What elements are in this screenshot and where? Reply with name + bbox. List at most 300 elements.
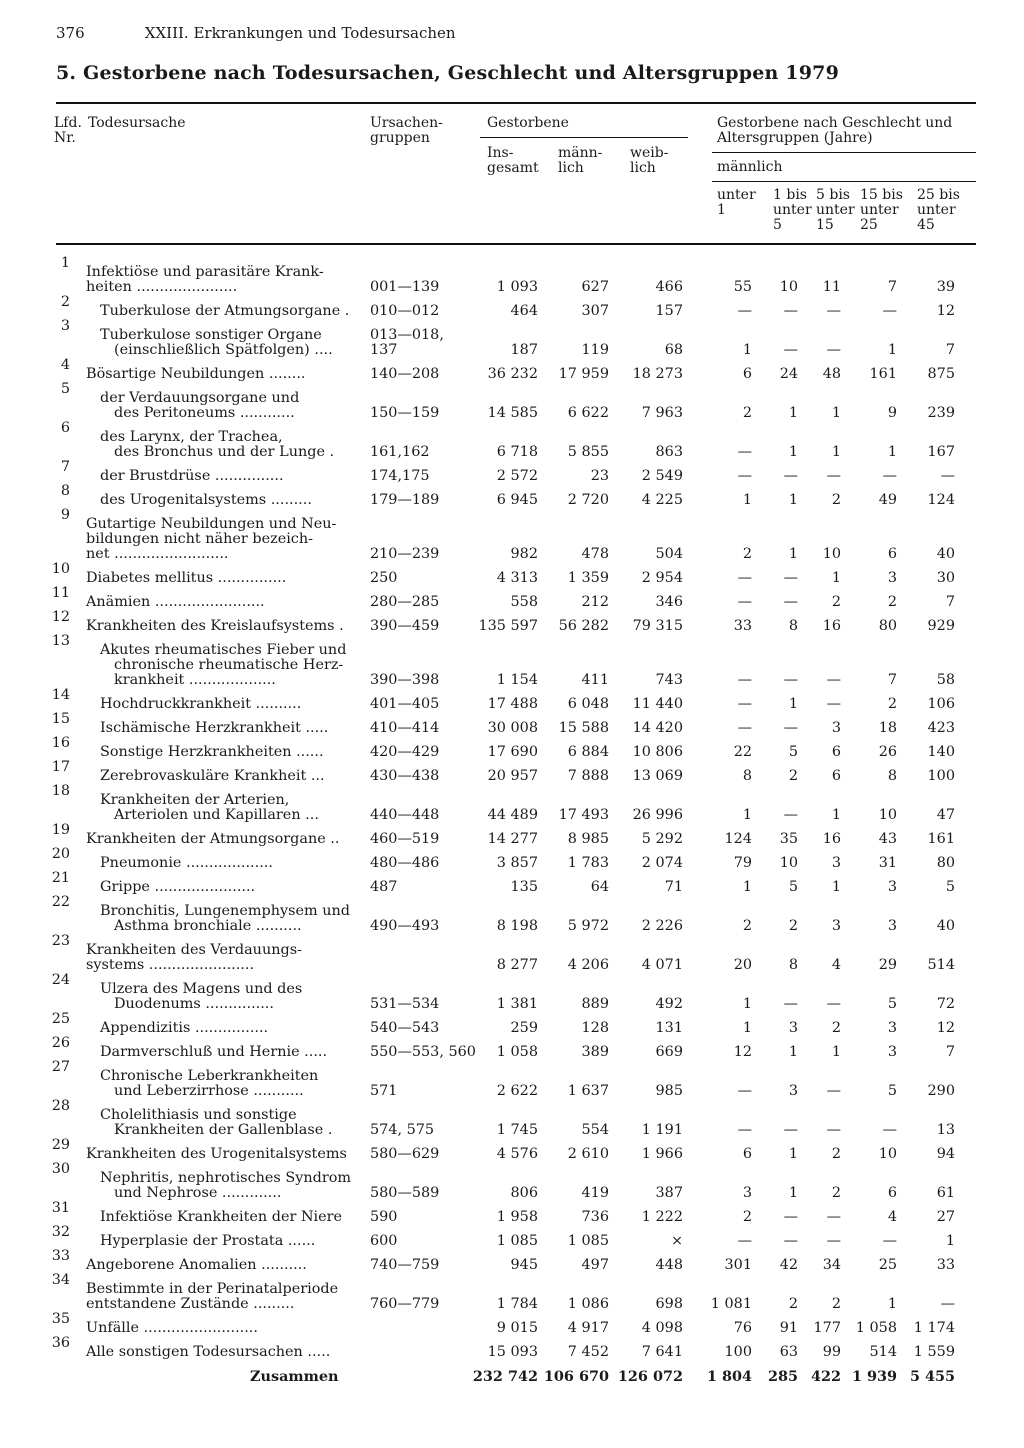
cause-group-code xyxy=(370,673,439,688)
value-cell: — xyxy=(737,303,752,319)
table-body xyxy=(0,256,1024,1384)
value-cell: — xyxy=(737,1083,752,1099)
value-cell: 124 xyxy=(927,492,955,508)
cause-line: der Brustdrüse ............... xyxy=(100,468,284,484)
value-cell: 68 xyxy=(664,342,683,358)
value-cell: 13 xyxy=(936,1122,955,1138)
row-number: 18 xyxy=(51,783,70,799)
value-cell: 889 xyxy=(581,996,609,1012)
value-cell: 15 588 xyxy=(558,720,609,736)
table-row xyxy=(0,508,1024,562)
cause-name xyxy=(86,517,336,562)
cause-line: Krankheiten der Arterien, xyxy=(100,792,290,808)
row-number: 10 xyxy=(51,561,70,577)
cause-group-code xyxy=(370,445,430,460)
table-row xyxy=(0,823,1024,847)
value-cell: 1 058 xyxy=(855,1320,897,1336)
cause-line: Zerebrovaskuläre Krankheit ... xyxy=(100,768,325,784)
value-cell: 4 576 xyxy=(496,1146,538,1162)
value-cell: 72 xyxy=(936,996,955,1012)
table-row xyxy=(0,1099,1024,1138)
value-cell: 1 559 xyxy=(913,1344,955,1360)
cause-line: der Verdauungsorgane und xyxy=(100,390,300,406)
cause-line: des Urogenitalsystems ......... xyxy=(100,492,312,508)
value-cell: 5 455 xyxy=(909,1368,955,1385)
cause-group-code xyxy=(370,1234,397,1249)
value-cell: 14 585 xyxy=(487,405,538,421)
row-number: 14 xyxy=(51,687,70,703)
value-cell: 13 069 xyxy=(632,768,683,784)
value-cell: 167 xyxy=(927,444,955,460)
group-code-line: 390—459 xyxy=(370,618,440,634)
cause-line: net ......................... xyxy=(86,546,229,562)
cause-name xyxy=(100,721,328,736)
value-cell: 2 xyxy=(887,594,897,610)
cause-line: Infektiöse und parasitäre Krank- xyxy=(86,264,324,280)
cause-line: Krankheiten des Verdauungs- xyxy=(86,942,302,958)
value-cell: 20 xyxy=(733,957,752,973)
total-row xyxy=(0,1360,1024,1384)
value-cell: — xyxy=(783,1122,798,1138)
cause-group-code xyxy=(370,280,439,295)
value-cell: 558 xyxy=(510,594,538,610)
value-cell: 2 572 xyxy=(496,468,538,484)
group-code-line: 460—519 xyxy=(370,831,440,847)
value-cell: 423 xyxy=(927,720,955,736)
cause-group-code xyxy=(370,1258,439,1273)
value-cell: 1 xyxy=(788,492,798,508)
value-cell: 10 xyxy=(779,855,798,871)
row-number: 28 xyxy=(51,1098,70,1114)
value-cell: 1 191 xyxy=(641,1122,683,1138)
value-cell: 91 xyxy=(779,1320,798,1336)
male-group-rule xyxy=(712,181,976,182)
row-number: 29 xyxy=(51,1137,70,1153)
cause-name xyxy=(100,1045,327,1060)
value-cell: 8 277 xyxy=(496,957,538,973)
row-number: 31 xyxy=(51,1200,70,1216)
value-cell: 17 959 xyxy=(558,366,609,382)
table-row xyxy=(0,562,1024,586)
value-cell: 1 xyxy=(831,444,841,460)
value-cell: 698 xyxy=(655,1296,683,1312)
cause-name xyxy=(86,1345,330,1360)
cause-name xyxy=(100,1021,268,1036)
cause-line: Hochdruckkrankheit .......... xyxy=(100,696,302,712)
value-cell: 17 493 xyxy=(558,807,609,823)
header-lfd-nr: Lfd. Nr. xyxy=(54,115,82,146)
cause-group-code xyxy=(370,571,397,586)
value-cell: 1 085 xyxy=(567,1233,609,1249)
table-row xyxy=(0,934,1024,973)
value-cell: 301 xyxy=(724,1257,752,1273)
value-cell: 1 xyxy=(831,570,841,586)
row-number: 12 xyxy=(51,609,70,625)
cause-line: heiten ...................... xyxy=(86,279,238,295)
cause-line: Alle sonstigen Todesursachen ..... xyxy=(86,1344,331,1360)
value-cell: 504 xyxy=(655,546,683,562)
value-cell: 100 xyxy=(927,768,955,784)
value-cell: 1 745 xyxy=(496,1122,538,1138)
value-cell: 31 xyxy=(878,855,897,871)
cause-line: Darmverschluß und Hernie ..... xyxy=(100,1044,328,1060)
page-number: 376 xyxy=(56,24,85,42)
value-cell: 806 xyxy=(510,1185,538,1201)
value-cell: 4 225 xyxy=(641,492,683,508)
group-code-line: 174,175 xyxy=(370,468,430,484)
cause-line: bildungen nicht näher bezeich- xyxy=(86,531,313,547)
value-cell: 3 xyxy=(887,918,897,934)
value-cell: — xyxy=(940,468,955,484)
value-cell: — xyxy=(826,672,841,688)
value-cell: 2 xyxy=(788,768,798,784)
cause-name xyxy=(100,982,302,1012)
header-age-25-45: 25 bis unter 45 xyxy=(917,187,960,233)
value-cell: 2 xyxy=(742,1209,752,1225)
group-code-line: 430—438 xyxy=(370,768,440,784)
value-cell: 56 282 xyxy=(558,618,609,634)
value-cell: — xyxy=(783,342,798,358)
value-cell: — xyxy=(783,1209,798,1225)
cause-line: Pneumonie ................... xyxy=(100,855,273,871)
row-number: 5 xyxy=(60,381,70,397)
cause-name xyxy=(100,328,333,358)
table-row xyxy=(0,973,1024,1012)
table-row xyxy=(0,460,1024,484)
value-cell: 1 359 xyxy=(567,570,609,586)
table-row xyxy=(0,736,1024,760)
cause-line: und Nephrose ............. xyxy=(114,1185,282,1201)
value-cell: 94 xyxy=(936,1146,955,1162)
value-cell: 3 xyxy=(788,1020,798,1036)
value-cell: 419 xyxy=(581,1185,609,1201)
value-cell: — xyxy=(826,342,841,358)
header-total: Ins- gesamt xyxy=(487,145,539,176)
group-code-line: 210—239 xyxy=(370,546,440,562)
group-code-line: 013—018, xyxy=(370,327,444,343)
value-cell: 554 xyxy=(581,1122,609,1138)
table-row xyxy=(0,256,1024,295)
row-number: 3 xyxy=(60,318,70,334)
table-row xyxy=(0,1312,1024,1336)
value-cell: — xyxy=(783,1233,798,1249)
row-number: 2 xyxy=(60,294,70,310)
value-cell: 47 xyxy=(936,807,955,823)
row-number: 4 xyxy=(60,357,70,373)
value-cell: 736 xyxy=(581,1209,609,1225)
cause-name xyxy=(100,391,299,421)
value-cell: 2 074 xyxy=(641,855,683,871)
cause-line: Krankheiten des Urogenitalsystems xyxy=(86,1146,347,1162)
header-age-1-5: 1 bis unter 5 xyxy=(773,187,812,233)
value-cell: 2 xyxy=(831,1296,841,1312)
cause-group-code xyxy=(370,919,439,934)
table-row xyxy=(0,634,1024,688)
group-code-line: 179—189 xyxy=(370,492,440,508)
row-number: 17 xyxy=(51,759,70,775)
value-cell: 6 xyxy=(742,366,752,382)
cause-group-code xyxy=(370,1186,439,1201)
table-row xyxy=(0,1225,1024,1249)
header-male-group: männlich xyxy=(717,159,783,175)
value-cell: 1 xyxy=(742,1020,752,1036)
table-title: 5. Gestorbene nach Todesursachen, Geschlecht und Altersgruppen 1979 xyxy=(56,62,839,84)
cause-line: Ischämische Herzkrankheit ..... xyxy=(100,720,329,736)
row-number: 7 xyxy=(60,459,70,475)
header-age-5-15: 5 bis unter 15 xyxy=(816,187,855,233)
value-cell: 17 488 xyxy=(487,696,538,712)
row-number: 16 xyxy=(51,735,70,751)
value-cell: 466 xyxy=(655,279,683,295)
group-code-line: 140—208 xyxy=(370,366,440,382)
value-cell: — xyxy=(737,468,752,484)
group-code-line: 550—553, 560 xyxy=(370,1044,476,1060)
cause-line: Unfälle ......................... xyxy=(86,1320,258,1336)
value-cell: × xyxy=(670,1233,683,1249)
value-cell: 36 232 xyxy=(487,366,538,382)
value-cell: 7 xyxy=(945,594,955,610)
value-cell: — xyxy=(783,807,798,823)
value-cell: 285 xyxy=(767,1368,798,1385)
value-cell: 492 xyxy=(655,996,683,1012)
value-cell: 290 xyxy=(927,1083,955,1099)
row-number: 36 xyxy=(51,1335,70,1351)
value-cell: — xyxy=(737,1122,752,1138)
value-cell: 14 277 xyxy=(487,831,538,847)
value-cell: 100 xyxy=(724,1344,752,1360)
value-cell: 5 855 xyxy=(567,444,609,460)
value-cell: 2 226 xyxy=(641,918,683,934)
cause-name xyxy=(86,1258,307,1273)
value-cell: 11 xyxy=(822,279,841,295)
value-cell: 448 xyxy=(655,1257,683,1273)
value-cell: 1 xyxy=(788,405,798,421)
sex-age-rule xyxy=(712,152,976,153)
value-cell: 2 xyxy=(788,918,798,934)
value-cell: 4 206 xyxy=(567,957,609,973)
value-cell: — xyxy=(737,1233,752,1249)
value-cell: 15 093 xyxy=(487,1344,538,1360)
row-number: 21 xyxy=(51,870,70,886)
value-cell: 76 xyxy=(733,1320,752,1336)
value-cell: — xyxy=(882,1233,897,1249)
header-age-15-25: 15 bis unter 25 xyxy=(860,187,903,233)
value-cell: 7 963 xyxy=(641,405,683,421)
row-number: 22 xyxy=(51,894,70,910)
value-cell: 44 489 xyxy=(487,807,538,823)
cause-line: (einschließlich Spätfolgen) .... xyxy=(114,342,333,358)
value-cell: 2 954 xyxy=(641,570,683,586)
group-code-line: 574, 575 xyxy=(370,1122,435,1138)
value-cell: — xyxy=(826,696,841,712)
table-row xyxy=(0,1201,1024,1225)
table-row xyxy=(0,586,1024,610)
value-cell: 1 174 xyxy=(913,1320,955,1336)
group-code-line: 390—398 xyxy=(370,672,440,688)
header-cause-groups: Ursachen- gruppen xyxy=(370,115,443,146)
value-cell: 10 xyxy=(878,807,897,823)
value-cell: 128 xyxy=(581,1020,609,1036)
value-cell: 18 273 xyxy=(632,366,683,382)
cause-line: Gutartige Neubildungen und Neu- xyxy=(86,516,337,532)
value-cell: 5 xyxy=(887,996,897,1012)
value-cell: 29 xyxy=(878,957,897,973)
value-cell: 514 xyxy=(927,957,955,973)
group-code-line: 760—779 xyxy=(370,1296,440,1312)
cause-name xyxy=(100,1069,318,1099)
value-cell: 6 xyxy=(887,546,897,562)
value-cell: 71 xyxy=(664,879,683,895)
value-cell: 2 549 xyxy=(641,468,683,484)
value-cell: 2 xyxy=(788,1296,798,1312)
value-cell: 239 xyxy=(927,405,955,421)
cause-name xyxy=(86,1282,338,1312)
value-cell: — xyxy=(737,444,752,460)
cause-line: Sonstige Herzkrankheiten ...... xyxy=(100,744,324,760)
value-cell: 10 xyxy=(779,279,798,295)
value-cell: 24 xyxy=(779,366,798,382)
cause-name xyxy=(86,595,265,610)
group-code-line: 420—429 xyxy=(370,744,440,760)
table-row xyxy=(0,1336,1024,1360)
row-number: 8 xyxy=(60,483,70,499)
group-code-line: 487 xyxy=(370,879,398,895)
cause-name xyxy=(100,1210,342,1225)
value-cell: 26 xyxy=(878,744,897,760)
cause-line: Anämien ........................ xyxy=(86,594,265,610)
cause-name xyxy=(86,1147,347,1162)
cause-group-code xyxy=(370,697,439,712)
value-cell: 135 xyxy=(510,879,538,895)
value-cell: 1 xyxy=(945,1233,955,1249)
cause-line: Nephritis, nephrotisches Syndrom xyxy=(100,1170,352,1186)
table-row xyxy=(0,688,1024,712)
value-cell: 6 048 xyxy=(567,696,609,712)
value-cell: 2 610 xyxy=(567,1146,609,1162)
value-cell: 23 xyxy=(590,468,609,484)
row-number: 27 xyxy=(51,1059,70,1075)
value-cell: 7 641 xyxy=(641,1344,683,1360)
value-cell: 187 xyxy=(510,342,538,358)
value-cell: 12 xyxy=(936,303,955,319)
cause-line: Chronische Leberkrankheiten xyxy=(100,1068,319,1084)
value-cell: 64 xyxy=(590,879,609,895)
group-code-line: 161,162 xyxy=(370,444,430,460)
value-cell: 2 xyxy=(742,546,752,562)
value-cell: 5 xyxy=(945,879,955,895)
cause-group-code xyxy=(370,469,430,484)
group-code-line: 440—448 xyxy=(370,807,440,823)
cause-line: Asthma bronchiale .......... xyxy=(114,918,302,934)
value-cell: 25 xyxy=(878,1257,897,1273)
value-cell: 3 xyxy=(788,1083,798,1099)
cause-line: des Bronchus und der Lunge . xyxy=(114,444,335,460)
value-cell: 1 xyxy=(742,996,752,1012)
cause-line: chronische rheumatische Herz- xyxy=(114,657,344,673)
table-row xyxy=(0,1162,1024,1201)
cause-name xyxy=(86,832,339,847)
value-cell: 2 xyxy=(742,405,752,421)
value-cell: 16 xyxy=(822,831,841,847)
value-cell: 33 xyxy=(936,1257,955,1273)
value-cell: 58 xyxy=(936,672,955,688)
value-cell: 106 xyxy=(927,696,955,712)
value-cell: 7 xyxy=(887,672,897,688)
table-row xyxy=(0,1012,1024,1036)
value-cell: 8 xyxy=(788,957,798,973)
value-cell: 4 xyxy=(831,957,841,973)
value-cell: — xyxy=(826,1209,841,1225)
cause-name xyxy=(100,1108,332,1138)
value-cell: 30 008 xyxy=(487,720,538,736)
cause-group-code xyxy=(370,769,439,784)
table-row xyxy=(0,1138,1024,1162)
row-number: 26 xyxy=(51,1035,70,1051)
row-number: 20 xyxy=(51,846,70,862)
value-cell: 1 xyxy=(887,342,897,358)
cause-group-code xyxy=(370,406,439,421)
value-cell: 7 xyxy=(945,342,955,358)
header-deceased: Gestorbene xyxy=(487,115,569,131)
value-cell: 1 xyxy=(788,1044,798,1060)
value-cell: 157 xyxy=(655,303,683,319)
group-code-line: 401—405 xyxy=(370,696,440,712)
value-cell: 7 452 xyxy=(567,1344,609,1360)
top-rule xyxy=(56,102,976,104)
value-cell: 945 xyxy=(510,1257,538,1273)
cause-group-code xyxy=(370,367,439,382)
value-cell: 42 xyxy=(779,1257,798,1273)
value-cell: 161 xyxy=(927,831,955,847)
group-code-line: 540—543 xyxy=(370,1020,440,1036)
value-cell: 16 xyxy=(822,618,841,634)
value-cell: 1 xyxy=(742,342,752,358)
header-bottom-rule xyxy=(56,243,976,245)
cause-group-code xyxy=(370,493,439,508)
table-row xyxy=(0,1060,1024,1099)
cause-line: Ulzera des Magens und des xyxy=(100,981,303,997)
cause-group-code xyxy=(370,1147,439,1162)
value-cell: — xyxy=(882,303,897,319)
table-row xyxy=(0,1249,1024,1273)
value-cell: 3 xyxy=(742,1185,752,1201)
value-cell: 8 xyxy=(742,768,752,784)
cause-line: Cholelithiasis und sonstige xyxy=(100,1107,297,1123)
row-number: 35 xyxy=(51,1311,70,1327)
value-cell: 3 857 xyxy=(496,855,538,871)
value-cell: 10 xyxy=(822,546,841,562)
value-cell: 2 xyxy=(831,1020,841,1036)
value-cell: 212 xyxy=(581,594,609,610)
group-code-line: 571 xyxy=(370,1083,398,1099)
group-code-line: 531—534 xyxy=(370,996,440,1012)
value-cell: 35 xyxy=(779,831,798,847)
value-cell: 1 xyxy=(887,444,897,460)
table-row xyxy=(0,358,1024,382)
value-cell: — xyxy=(940,1296,955,1312)
table-row xyxy=(0,421,1024,460)
header-male: männ- lich xyxy=(558,145,603,176)
value-cell: 79 xyxy=(733,855,752,871)
value-cell: — xyxy=(826,1083,841,1099)
value-cell: 63 xyxy=(779,1344,798,1360)
cause-name xyxy=(100,856,273,871)
value-cell: — xyxy=(783,570,798,586)
cause-name xyxy=(250,1369,338,1384)
cause-name xyxy=(100,880,255,895)
value-cell: — xyxy=(783,468,798,484)
value-cell: 1 xyxy=(831,1044,841,1060)
